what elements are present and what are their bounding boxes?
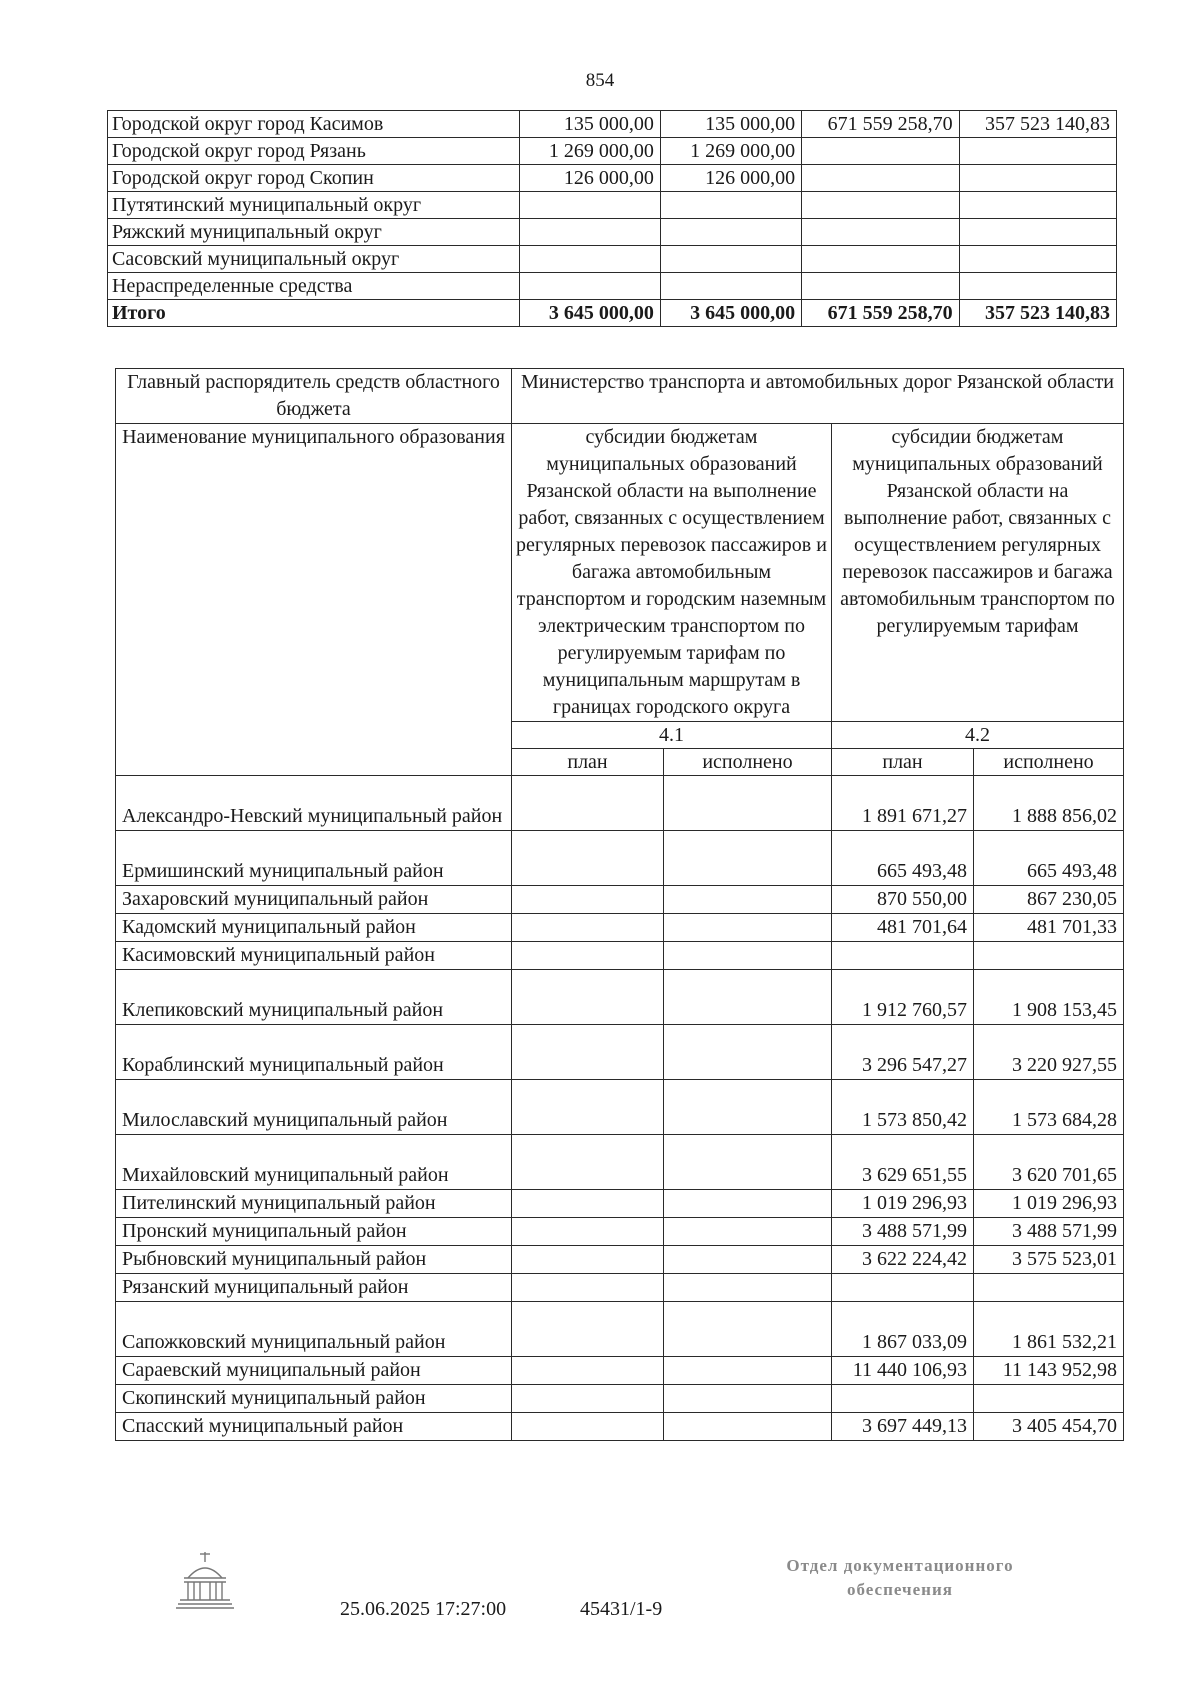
top-table-row [108,138,1117,165]
table-row [116,776,1124,831]
header-done-4-1: исполнено [664,749,832,776]
done-amount-cell [664,1135,832,1190]
amount-cell [660,219,801,246]
amount-cell [959,138,1116,165]
plan-amount-cell: 1 573 850,42 [832,1080,974,1135]
plan-amount-cell [512,1357,664,1385]
plan-amount-cell [512,942,664,970]
done-amount-cell [664,1190,832,1218]
amount-cell [802,138,959,165]
plan-amount-cell: 3 488 571,99 [832,1218,974,1246]
table-row [116,1385,1124,1413]
municipality-name: Касимовский муниципальный район [116,942,512,970]
municipality-name: Кадомский муниципальный район [116,914,512,942]
done-amount-cell: 11 143 952,98 [974,1357,1124,1385]
footer-dept-line1: Отдел документационного [786,1556,1014,1575]
done-amount-cell [664,1025,832,1080]
done-amount-cell [664,1357,832,1385]
municipality-name: Клепиковский муниципальный район [116,970,512,1025]
done-amount-cell [974,1274,1124,1302]
plan-amount-cell: 3 622 224,42 [832,1246,974,1274]
municipality-name: Скопинский муниципальный район [116,1385,512,1413]
header-municipality-label: Наименование муниципального образования [116,424,512,776]
amount-cell [519,273,660,300]
done-amount-cell [664,942,832,970]
municipality-name: Сапожковский муниципальный район [116,1302,512,1357]
amount-cell [660,246,801,273]
municipality-name: Спасский муниципальный район [116,1413,512,1441]
plan-amount-cell: 1 867 033,09 [832,1302,974,1357]
amount-cell [959,192,1116,219]
done-amount-cell: 1 908 153,45 [974,970,1124,1025]
table-row [116,1246,1124,1274]
plan-amount-cell [512,1413,664,1441]
total-amount-cell: 3 645 000,00 [519,300,660,327]
municipality-name: Милославский муниципальный район [116,1080,512,1135]
plan-amount-cell [512,1190,664,1218]
table-row [116,886,1124,914]
municipality-name: Путятинский муниципальный округ [108,192,520,219]
header-budget-manager-label: Главный распорядитель средств областного бюджета [116,369,512,424]
municipality-name: Городской округ город Касимов [108,111,520,138]
plan-amount-cell: 1 019 296,93 [832,1190,974,1218]
table-row [116,1135,1124,1190]
table-row [116,942,1124,970]
plan-amount-cell [512,1218,664,1246]
plan-amount-cell: 3 697 449,13 [832,1413,974,1441]
done-amount-cell: 3 620 701,65 [974,1135,1124,1190]
done-amount-cell: 665 493,48 [974,831,1124,886]
amount-cell [660,273,801,300]
amount-cell [959,219,1116,246]
header-col-4-1-description: субсидии бюджетам муниципальных образований Рязанской области на выполнение работ, связанных с осуществлением регулярных перевозок пассажиров и багажа автомобильным транспортом и городским наземным электрическим транспортом по регулируемым тарифам по муниципальным маршрутам в границах городского округа [512,424,832,722]
footer-dept-line2: обеспечения [847,1580,953,1599]
top-table-row [108,273,1117,300]
done-amount-cell: 3 405 454,70 [974,1413,1124,1441]
done-amount-cell: 3 575 523,01 [974,1246,1124,1274]
table-row [116,970,1124,1025]
done-amount-cell: 1 888 856,02 [974,776,1124,831]
plan-amount-cell [512,886,664,914]
municipality-name: Александро-Невский муниципальный район [116,776,512,831]
top-table-row [108,219,1117,246]
plan-amount-cell [512,914,664,942]
top-table-row [108,192,1117,219]
done-amount-cell [974,1385,1124,1413]
table-row [116,1080,1124,1135]
header-ministry-name: Министерство транспорта и автомобильных дорог Рязанской области [512,369,1124,424]
done-amount-cell [664,831,832,886]
plan-amount-cell [832,942,974,970]
municipality-name: Михайловский муниципальный район [116,1135,512,1190]
done-amount-cell: 3 220 927,55 [974,1025,1124,1080]
municipality-name: Ермишинский муниципальный район [116,831,512,886]
plan-amount-cell [512,1385,664,1413]
amount-cell [802,192,959,219]
total-amount-cell: 3 645 000,00 [660,300,801,327]
plan-amount-cell: 1 891 671,27 [832,776,974,831]
top-table-row [108,165,1117,192]
table-row [116,1274,1124,1302]
municipality-name: Сараевский муниципальный район [116,1357,512,1385]
amount-cell [802,219,959,246]
municipality-name: Ряжский муниципальный округ [108,219,520,246]
table-row [116,914,1124,942]
amount-cell [959,165,1116,192]
plan-amount-cell: 481 701,64 [832,914,974,942]
plan-amount-cell [512,1025,664,1080]
done-amount-cell: 1 019 296,93 [974,1190,1124,1218]
plan-amount-cell: 3 296 547,27 [832,1025,974,1080]
plan-amount-cell [512,1274,664,1302]
done-amount-cell [664,1246,832,1274]
plan-amount-cell [512,1135,664,1190]
done-amount-cell: 3 488 571,99 [974,1218,1124,1246]
header-col-4-1-code: 4.1 [512,722,832,749]
done-amount-cell [664,1080,832,1135]
done-amount-cell [664,1274,832,1302]
municipality-name: Кораблинский муниципальный район [116,1025,512,1080]
done-amount-cell: 1 861 532,21 [974,1302,1124,1357]
done-amount-cell [664,886,832,914]
header-plan-4-1: план [512,749,664,776]
footer-datetime: 25.06.2025 17:27:00 [340,1598,507,1620]
municipality-name: Рыбновский муниципальный район [116,1246,512,1274]
duma-logo-icon [170,1548,240,1618]
amount-cell [802,273,959,300]
amount-cell [959,273,1116,300]
done-amount-cell [664,1385,832,1413]
amount-cell: 1 269 000,00 [660,138,801,165]
amount-cell [519,246,660,273]
header-col-4-2-code: 4.2 [832,722,1124,749]
municipality-name: Сасовский муниципальный округ [108,246,520,273]
plan-amount-cell [512,970,664,1025]
municipality-name: Нераспределенные средства [108,273,520,300]
table-row [116,1190,1124,1218]
top-table [107,110,1117,327]
plan-amount-cell [832,1274,974,1302]
amount-cell: 671 559 258,70 [802,111,959,138]
amount-cell: 1 269 000,00 [519,138,660,165]
amount-cell [660,192,801,219]
municipality-name: Пронский муниципальный район [116,1218,512,1246]
plan-amount-cell [512,831,664,886]
municipality-name: Захаровский муниципальный район [116,886,512,914]
done-amount-cell: 481 701,33 [974,914,1124,942]
table-row [116,1357,1124,1385]
done-amount-cell: 1 573 684,28 [974,1080,1124,1135]
done-amount-cell [974,942,1124,970]
top-table-total-row [108,300,1117,327]
footer-department-stamp [735,1554,1065,1602]
plan-amount-cell: 1 912 760,57 [832,970,974,1025]
table-row [116,831,1124,886]
municipality-name: Пителинский муниципальный район [116,1190,512,1218]
table-row [116,1413,1124,1441]
municipality-name: Городской округ город Скопин [108,165,520,192]
municipality-name: Городской округ город Рязань [108,138,520,165]
table-row [116,1218,1124,1246]
total-label: Итого [108,300,520,327]
table-row [116,1025,1124,1080]
amount-cell: 357 523 140,83 [959,111,1116,138]
done-amount-cell: 867 230,05 [974,886,1124,914]
top-table-row [108,246,1117,273]
done-amount-cell [664,1218,832,1246]
done-amount-cell [664,914,832,942]
header-done-4-2: исполнено [974,749,1124,776]
plan-amount-cell [512,776,664,831]
amount-cell [519,219,660,246]
page-number: 854 [585,70,615,91]
plan-amount-cell [512,1246,664,1274]
plan-amount-cell: 665 493,48 [832,831,974,886]
total-amount-cell: 357 523 140,83 [959,300,1116,327]
done-amount-cell [664,1302,832,1357]
done-amount-cell [664,776,832,831]
plan-amount-cell [512,1080,664,1135]
amount-cell: 135 000,00 [519,111,660,138]
plan-amount-cell: 3 629 651,55 [832,1135,974,1190]
amount-cell: 126 000,00 [660,165,801,192]
amount-cell [959,246,1116,273]
municipality-name: Рязанский муниципальный район [116,1274,512,1302]
amount-cell [519,192,660,219]
total-amount-cell: 671 559 258,70 [802,300,959,327]
footer-doc-number: 45431/1-9 [580,1598,663,1620]
header-plan-4-2: план [832,749,974,776]
done-amount-cell [664,970,832,1025]
plan-amount-cell: 870 550,00 [832,886,974,914]
table-row [116,1302,1124,1357]
amount-cell: 135 000,00 [660,111,801,138]
main-table [115,368,1124,1441]
top-table-row [108,111,1117,138]
amount-cell: 126 000,00 [519,165,660,192]
header-col-4-2-description: субсидии бюджетам муниципальных образований Рязанской области на выполнение работ, связанных с осуществлением регулярных перевозок пассажиров и багажа автомобильным транспортом по регулируемым тарифам [832,424,1124,722]
amount-cell [802,165,959,192]
plan-amount-cell [832,1385,974,1413]
plan-amount-cell: 11 440 106,93 [832,1357,974,1385]
amount-cell [802,246,959,273]
done-amount-cell [664,1413,832,1441]
plan-amount-cell [512,1302,664,1357]
